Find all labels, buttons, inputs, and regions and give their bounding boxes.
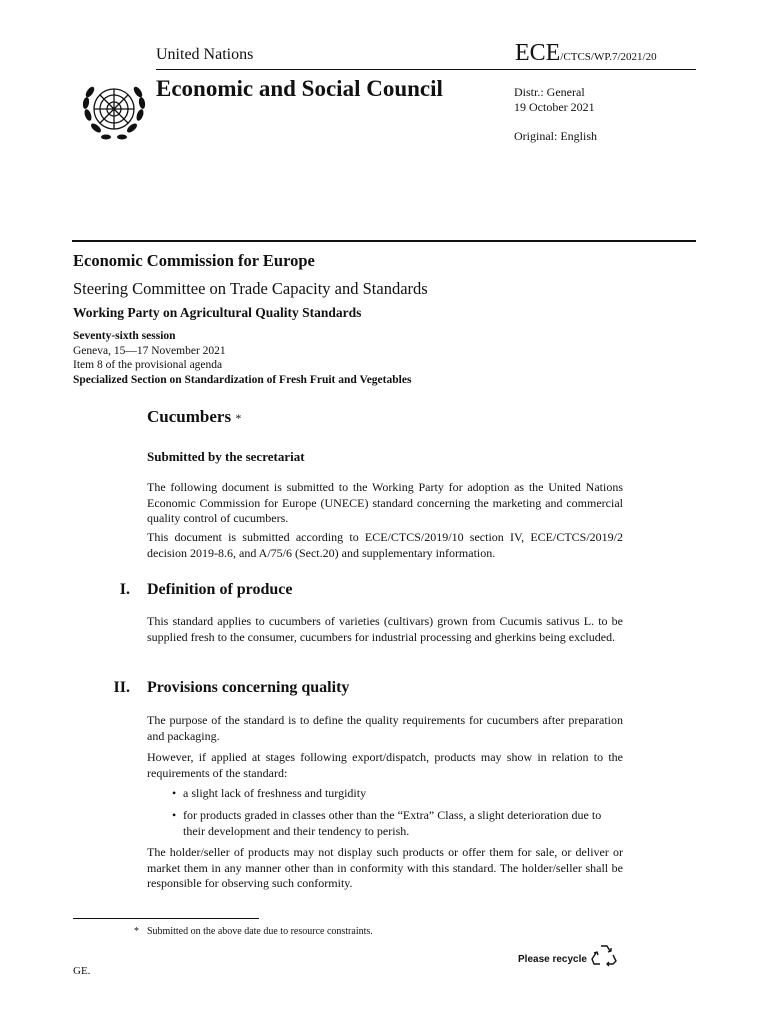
section-1-title: Definition of produce	[147, 581, 293, 598]
committee-name: Steering Committee on Trade Capacity and Standards	[73, 279, 428, 298]
session-label: Seventy-sixth session	[73, 330, 176, 342]
submitted-by: Submitted by the secretariat	[147, 449, 305, 464]
original-language: Original: English	[514, 129, 597, 143]
intro-paragraph-1: The following document is submitted to the Working Party for adoption as the United Nations Economic Commission for Europe (UNECE) standard concerning the marketing and commercial quality control of cucumbers.	[147, 480, 623, 525]
recycle-icon	[591, 943, 617, 967]
footnote-mark: *	[134, 926, 139, 937]
symbol-main: ECE	[515, 40, 561, 66]
recycle-label: Please recycle	[518, 954, 587, 965]
document-title	[147, 407, 241, 427]
agenda-item: Item 8 of the provisional agenda	[73, 359, 223, 371]
intro-paragraph-2: This document is submitted according to ECE/CTCS/2019/10 section IV, ECE/CTCS/2019/2 decision 2019-8.6, and A/75/6 (Sect.20) and supplementary information.	[147, 530, 623, 560]
footnote-text: Submitted on the above date due to resource constraints.	[147, 926, 373, 937]
header-rule	[156, 69, 696, 70]
working-party-name: Working Party on Agricultural Quality Standards	[73, 305, 362, 320]
bullet-1-marker: •	[172, 786, 177, 800]
document-symbol	[515, 40, 657, 67]
bullet-2-marker: •	[172, 808, 177, 822]
session-location: Geneva, 15—17 November 2021	[73, 345, 226, 357]
title-text: Cucumbers	[147, 407, 232, 426]
masthead-rule	[72, 240, 696, 242]
symbol-suffix: /CTCS/WP.7/2021/20	[560, 51, 657, 63]
bullet-2-text: for products graded in classes other than the “Extra” Class, a slight deterioration due to their development and their tendency to perish.	[183, 808, 602, 838]
job-number: GE.	[73, 965, 91, 977]
distribution-label: Distr.: General	[514, 85, 585, 99]
organization-name: United Nations	[156, 46, 254, 63]
commission-name: Economic Commission for Europe	[73, 251, 315, 270]
issue-date: 19 October 2021	[514, 100, 595, 114]
specialized-section: Specialized Section on Standardization of Fresh Fruit and Vegetables	[73, 374, 412, 386]
un-emblem-icon	[78, 75, 150, 147]
section-2-paragraph-1: The purpose of the standard is to define the quality requirements for cucumbers after preparation and packaging.	[147, 713, 623, 743]
section-2-number: II.	[113, 679, 130, 696]
section-1-number: I.	[119, 581, 130, 598]
title-footnote-mark: *	[235, 411, 242, 425]
section-2-paragraph-2: However, if applied at stages following export/dispatch, products may show in relation to the requirements of the standard:	[147, 750, 623, 780]
bullet-1-text: a slight lack of freshness and turgidity	[183, 786, 367, 800]
section-1-paragraph: This standard applies to cucumbers of varieties (cultivars) grown from Cucumis sativus L. to be supplied fresh to the consumer, cucumbers for industrial processing and gherkins being excluded.	[147, 614, 623, 644]
footnote-rule	[73, 918, 259, 919]
section-2-paragraph-3: The holder/seller of products may not display such products or offer them for sale, or deliver or market them in any manner other than in conformity with this standard. The holder/seller shall be responsible for observing such conformity.	[147, 845, 623, 890]
council-title: Economic and Social Council	[156, 76, 443, 101]
section-2-title: Provisions concerning quality	[147, 679, 350, 696]
